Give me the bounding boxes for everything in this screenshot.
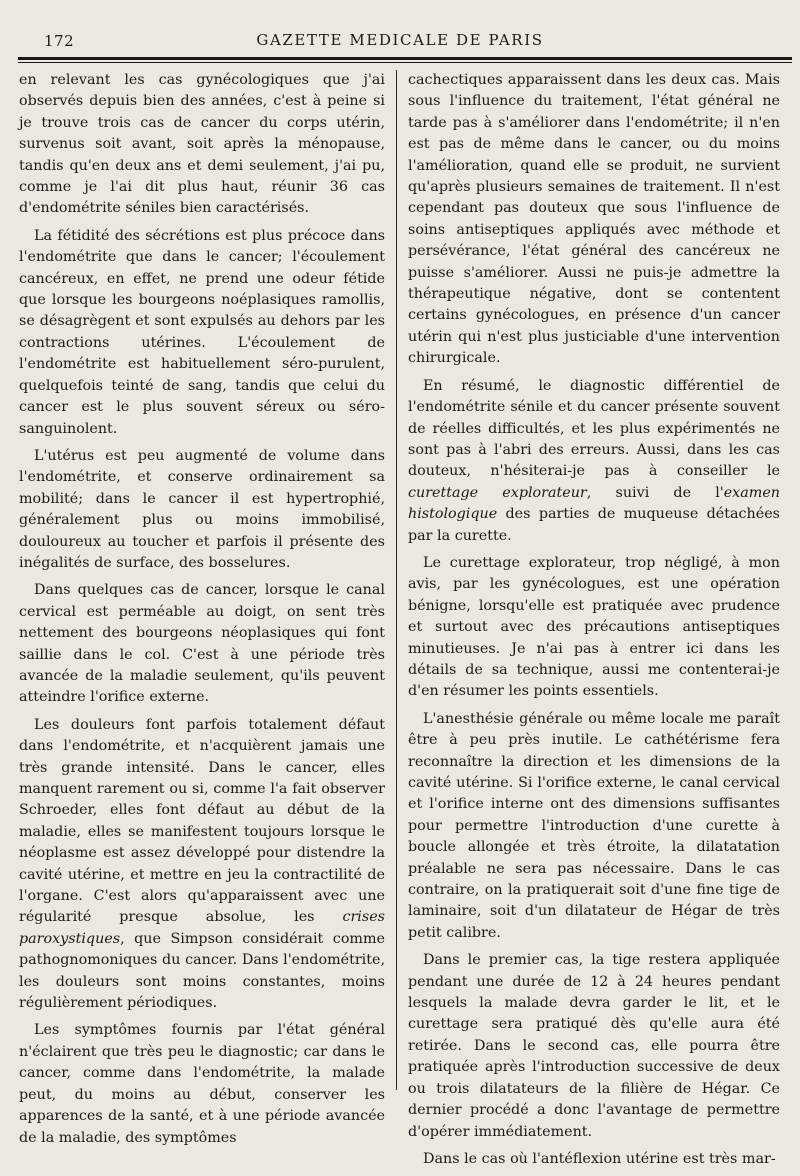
paragraph: L'utérus est peu augmenté de volume dans l'endométrite, et conserve ordinairement sa mobilité; dans le cancer il est hypertrophié, généralement plus ou moins immobilisé, douloureux au toucher et parfois il présente des inégalités de surface, des bosselures. (19, 447, 385, 571)
text-run: , suivi de l' (586, 484, 724, 501)
paragraph: cachectiques apparaissent dans les deux cas. Mais sous l'influence du traitement, l'état général ne tarde pas à s'améliorer dans l'endométrite; il n'en est pas de même dans le cancer, ou du moins l'amélioration, quand elle se produit, ne survient qu'après plusieurs semaines de traitement. Il n'est cependant pas douteux que sous l'influence de soins antiseptiques appliqués avec méthode et persévérance, l'état général des cancéreux ne puisse s'améliorer. Aussi ne puis-je admettre la thérapeutique négative, dont se contentent certains gynécologues, en présence d'un cancer utérin qui n'est plus justiciable d'une intervention chirurgicale. (408, 72, 780, 367)
right-column (408, 70, 780, 1176)
paragraph: Les symptômes fournis par l'état général n'éclairent que très peu le diagnostic; car dans le cancer, comme dans l'endométrite, la malade peut, du moins au début, conserver les apparences de la santé, et à une période avancée de la maladie, des symptômes (19, 1022, 385, 1146)
paragraph: en relevant les cas gynécologiques que j'ai observés depuis bien des années, c'est à peine si je trouve trois cas de cancer du corps utérin, survenus soit avant, soit après la ménopause, tandis qu'en deux ans et demi seulement, j'ai pu, comme je l'ai dit plus haut, réunir 36 cas d'endométrite séniles bien caractérisés. (19, 72, 385, 217)
paragraph: L'anesthésie générale ou même locale me paraît être à peu près inutile. Le cathétérisme fera reconnaître la direction et les dimensions de la cavité utérine. Si l'orifice externe, le canal cervical et l'orifice interne ont des dimensions suffisantes pour permettre l'introduction d'une curette à boucle allongée et très étroite, la dilatatation préalable ne sera pas nécessaire. Dans le cas contraire, on la pratiquerait soit d'une fine tige de laminaire, soit d'un dilatateur de Hégar de très petit calibre. (408, 710, 780, 941)
journal-title: GAZETTE MEDICALE DE PARIS (256, 31, 544, 49)
header-rule-thick (18, 57, 792, 60)
text-run: En résumé, le diagnostic différentiel de l'endométrite sénile et du cancer présente souvent de réelles difficultés, et les plus expérimentés ne sont pas à l'abri des erreurs. Aussi, dans les cas douteux, n'hésiterai-je pas à conseiller le (408, 377, 780, 480)
left-column (19, 70, 385, 1155)
text-run: Les douleurs font parfois totalement défaut dans l'endométrite, et n'acquièrent jamais une très grande intensité. Dans le cancer, elles manquent rarement ou si, comme l'a fait observer Schroeder, elles font défaut au début de la maladie, elles se manifestent toujours lorsque le néoplasme est assez développé pour distendre la cavité utérine, et mettre en jeu la contractilité de l'organe. C'est alors qu'apparaissent avec une régularité presque absolue, les (19, 716, 385, 926)
paragraph (408, 376, 780, 547)
paragraph: Dans le cas où l'antéflexion utérine est très mar- (423, 1150, 776, 1167)
paragraph (19, 715, 385, 1015)
paragraph: La fétidité des sécrétions est plus précoce dans l'endométrite que dans le cancer; l'écoulement cancéreux, en effet, ne prend une odeur fétide que lorsque les bourgeons noéplasiques ramollis, se désagrègent et sont expulsés au dehors par les contractions utérines. L'écoulement de l'endométrite est habituellement séro-purulent, quelquefois teinté de sang, tandis que celui du cancer est le plus souvent séreux ou séro-sanguinolent. (19, 227, 385, 437)
header-rule-thin (18, 62, 792, 63)
page-number: 172 (44, 32, 75, 50)
italic-term: crises paroxystiques (19, 909, 385, 947)
text-run: , que Simpson considérait comme pathognomoniques du cancer. Dans l'endométrite, les douleurs sont moins constantes, moins régulièrement périodiques. (19, 930, 385, 1012)
italic-term: curettage explorateur (408, 484, 587, 501)
paragraph: Le curettage explorateur, trop négligé, à mon avis, par les gynécologues, est une opération bénigne, lorsqu'elle est pratiquée avec prudence et surtout avec des précautions antiseptiques minutieuses. Je n'ai pas à entrer ici dans les détails de sa technique, aussi me contenterai-je d'en résumer les points essentiels. (408, 554, 780, 700)
paragraph: Dans quelques cas de cancer, lorsque le canal cervical est perméable au doigt, on sent très nettement des bourgeons néoplasiques qui font saillie dans le col. C'est à une période très avancée de la maladie seulement, qu'ils peuvent atteindre l'orifice externe. (19, 582, 385, 706)
italic-term: examen histologique (408, 484, 780, 523)
paragraph: Dans le premier cas, la tige restera appliquée pendant une durée de 12 à 24 heures pendant lesquels la malade devra garder le lit, et le curettage sera pratiqué dès qu'elle aura été retirée. Dans le second cas, elle pourra être pratiquée après l'introduction successive de deux ou trois dilatateurs de la filière de Hégar. Ce dernier procédé a donc l'avantage de permettre d'opérer immédiatement. (408, 952, 780, 1140)
text-run: des parties de muqueuse détachées par la curette. (408, 506, 780, 544)
column-divider (396, 70, 397, 1090)
running-head (0, 0, 800, 64)
